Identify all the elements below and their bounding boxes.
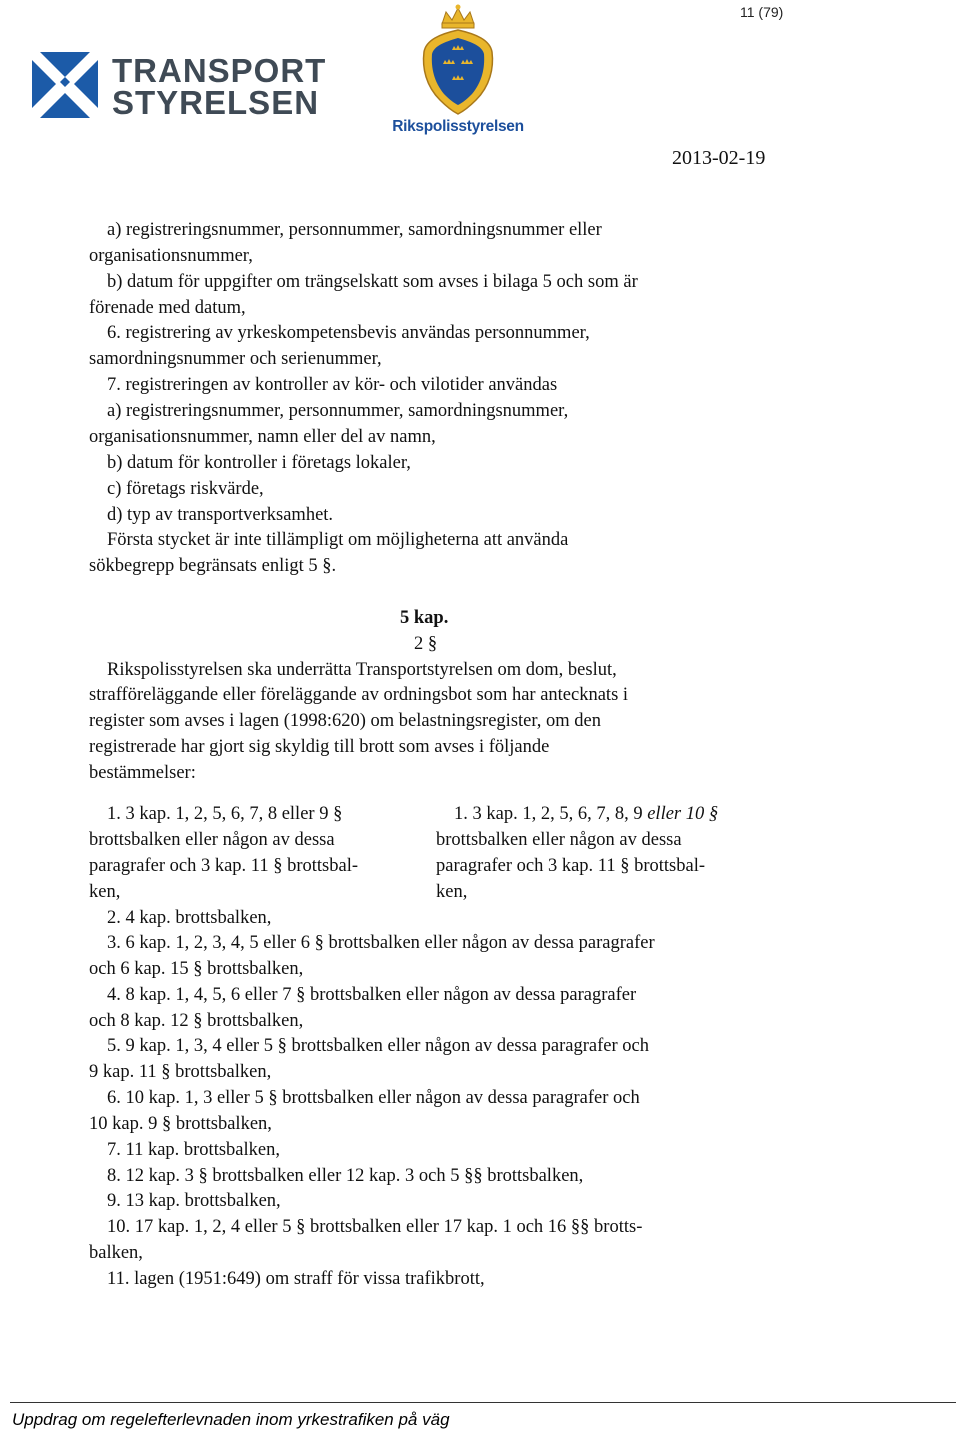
text-line: 5. 9 kap. 1, 3, 4 eller 5 § brottsbalken eller någon av dessa paragrafer och bbox=[107, 1036, 649, 1056]
text-line: 3. 6 kap. 1, 2, 3, 4, 5 eller 6 § brottsbalken eller någon av dessa paragrafer bbox=[107, 933, 655, 953]
text-line: paragrafer och 3 kap. 11 § brottsbal- bbox=[89, 856, 358, 876]
chapter-heading: 5 kap. bbox=[400, 608, 449, 628]
text-line: 2. 4 kap. brottsbalken, bbox=[107, 908, 272, 928]
text-line: 9. 13 kap. brottsbalken, bbox=[107, 1191, 281, 1211]
text-line: paragrafer och 3 kap. 11 § brottsbal- bbox=[436, 856, 705, 876]
text-line: sökbegrepp begränsats enligt 5 §. bbox=[89, 556, 337, 576]
text-line: samordningsnummer och serienummer, bbox=[89, 349, 382, 369]
section-heading: 2 § bbox=[414, 634, 438, 654]
text-line: registrerade har gjort sig skyldig till brott som avses i följande bbox=[89, 737, 550, 757]
text-line: förenade med datum, bbox=[89, 298, 246, 318]
text-line: och 8 kap. 12 § brottsbalken, bbox=[89, 1011, 304, 1031]
police-crest-icon bbox=[418, 4, 498, 116]
text-segment: 1. 3 kap. 1, 2, 5, 6, 7, 8, 9 bbox=[454, 804, 648, 824]
transportstyrelsen-logo bbox=[32, 50, 327, 121]
text-line: 1. 3 kap. 1, 2, 5, 6, 7, 8 eller 9 § bbox=[107, 804, 343, 824]
transportstyrelsen-logo-line2: STYRELSEN bbox=[112, 84, 320, 121]
page-number: 11 (79) bbox=[740, 4, 784, 20]
footer-divider bbox=[10, 1402, 956, 1403]
italic-amendment: eller 10 § bbox=[647, 804, 719, 824]
text-line: 7. 11 kap. brottsbalken, bbox=[107, 1140, 280, 1160]
text-line: ken, bbox=[89, 882, 121, 902]
text-line: register som avses i lagen (1998:620) om belastningsregister, om den bbox=[89, 711, 602, 731]
text-line: 4. 8 kap. 1, 4, 5, 6 eller 7 § brottsbalken eller någon av dessa paragrafer bbox=[107, 985, 637, 1005]
transportstyrelsen-logo-line1: TRANSPORT bbox=[112, 52, 327, 89]
text-line: och 6 kap. 15 § brottsbalken, bbox=[89, 959, 304, 979]
text-line: 7. registreringen av kontroller av kör- och vilotider användas bbox=[107, 375, 558, 395]
text-line: 8. 12 kap. 3 § brottsbalken eller 12 kap. 3 och 5 §§ brottsbalken, bbox=[107, 1166, 584, 1186]
text-line: 10. 17 kap. 1, 2, 4 eller 5 § brottsbalken eller 17 kap. 1 och 16 §§ brotts- bbox=[107, 1217, 643, 1237]
text-line: organisationsnummer, namn eller del av namn, bbox=[89, 427, 436, 447]
text-line: 6. registrering av yrkeskompetensbevis användas personnummer, bbox=[107, 323, 590, 343]
text-line: organisationsnummer, bbox=[89, 246, 253, 266]
text-line: bestämmelser: bbox=[89, 763, 196, 783]
text-line: strafföreläggande eller föreläggande av ordningsbot som har antecknats i bbox=[89, 685, 629, 705]
rikspolisstyrelsen-logo bbox=[382, 4, 534, 140]
text-line: 11. lagen (1951:649) om straff för vissa trafikbrott, bbox=[107, 1269, 485, 1289]
text-line: ken, bbox=[436, 882, 468, 902]
text-line: 6. 10 kap. 1, 3 eller 5 § brottsbalken eller någon av dessa paragrafer och bbox=[107, 1088, 640, 1108]
text-line: Första stycket är inte tillämpligt om möjligheterna att använda bbox=[107, 530, 569, 550]
footer-text: Uppdrag om regelefterlevnaden inom yrkestrafiken på väg bbox=[12, 1410, 450, 1429]
text-line: Rikspolisstyrelsen ska underrätta Transportstyrelsen om dom, beslut, bbox=[107, 660, 617, 680]
text-line: b) datum för uppgifter om trängselskatt som avses i bilaga 5 och som är bbox=[107, 272, 638, 292]
text-line: brottsbalken eller någon av dessa bbox=[89, 830, 335, 850]
rikspolisstyrelsen-logo-text: Rikspolisstyrelsen bbox=[392, 118, 524, 135]
text-line: brottsbalken eller någon av dessa bbox=[436, 830, 682, 850]
text-line: balken, bbox=[89, 1243, 143, 1263]
text-line: 9 kap. 11 § brottsbalken, bbox=[89, 1062, 272, 1082]
text-line: a) registreringsnummer, personnummer, samordningsnummer, bbox=[107, 401, 569, 421]
transportstyrelsen-logo-icon bbox=[32, 52, 98, 118]
text-line: a) registreringsnummer, personnummer, samordningsnummer eller bbox=[107, 220, 602, 240]
text-line: 10 kap. 9 § brottsbalken, bbox=[89, 1114, 272, 1134]
text-line: d) typ av transportverksamhet. bbox=[107, 505, 334, 525]
text-line: b) datum för kontroller i företags lokaler, bbox=[107, 453, 411, 473]
document-date: 2013-02-19 bbox=[672, 147, 766, 169]
text-line bbox=[454, 802, 718, 828]
text-line: c) företags riskvärde, bbox=[107, 479, 264, 499]
